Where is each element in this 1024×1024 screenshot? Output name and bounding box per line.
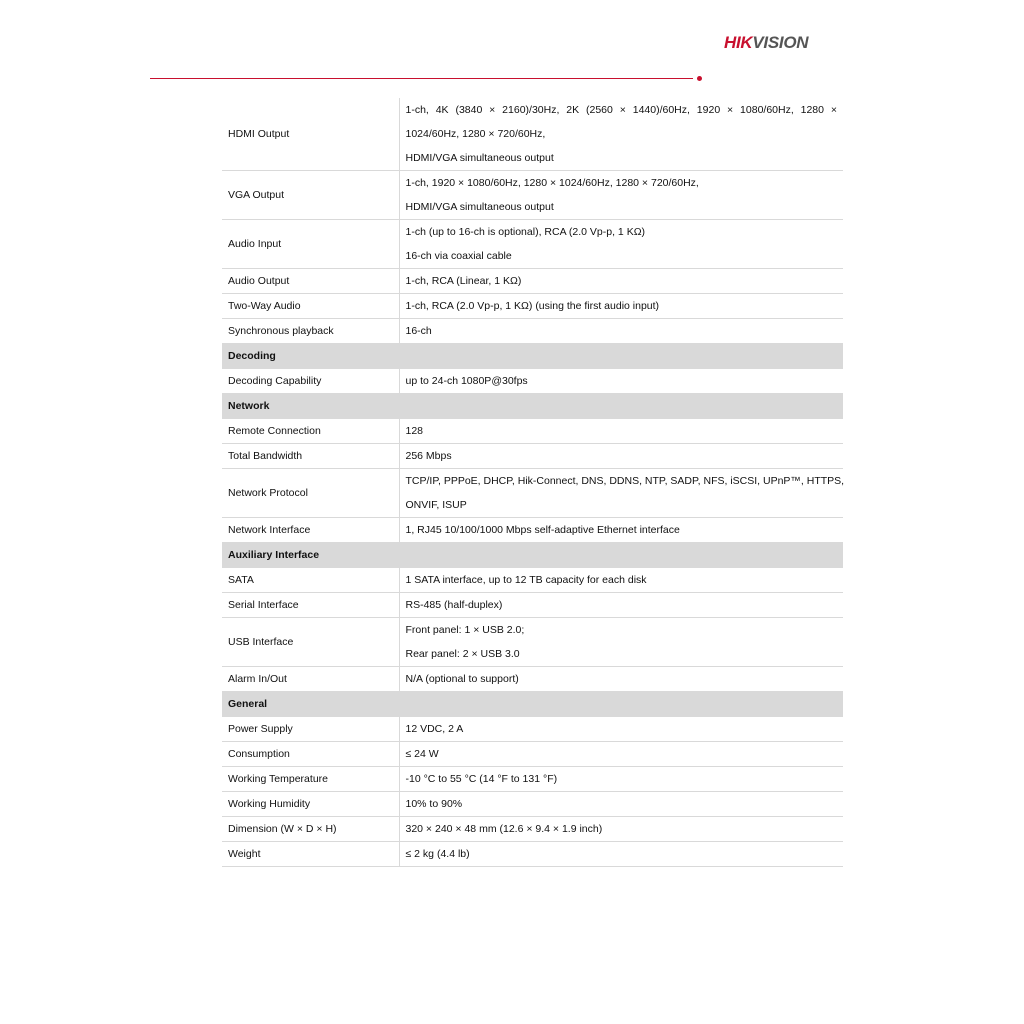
spec-value: [399, 568, 843, 593]
spec-label: Alarm In/Out: [222, 667, 399, 692]
table-row: [222, 518, 843, 543]
spec-label: Network Protocol: [222, 469, 399, 518]
spec-value-line: 1 SATA interface, up to 12 TB capacity for each disk: [405, 574, 647, 586]
spec-value-line: ≤ 24 W: [405, 748, 439, 760]
spec-value-line: 1-ch, 1920 × 1080/60Hz, 1280 × 1024/60Hz, 1280 × 720/60Hz,: [405, 177, 699, 189]
spec-value-line: 1-ch, RCA (2.0 Vp-p, 1 KΩ) (using the first audio input): [405, 300, 660, 312]
spec-value-line: RS-485 (half-duplex): [405, 599, 503, 611]
spec-value-line: ≤ 2 kg (4.4 lb): [405, 848, 470, 860]
spec-value: [399, 618, 843, 667]
spec-value-line: 16-ch: [405, 325, 432, 337]
logo-text-hik: HIK: [724, 33, 753, 52]
spec-label: Consumption: [222, 742, 399, 767]
table-row: [222, 171, 843, 220]
spec-value-line: 16-ch via coaxial cable: [405, 250, 512, 262]
section-header-row: [222, 692, 843, 717]
spec-value-line: Rear panel: 2 × USB 3.0: [405, 648, 520, 660]
spec-value: [399, 269, 843, 294]
spec-label: Serial Interface: [222, 593, 399, 618]
spec-label: Synchronous playback: [222, 319, 399, 344]
spec-value-line: 128: [405, 425, 424, 437]
spec-value: [399, 444, 843, 469]
spec-value: [399, 171, 843, 220]
spec-value-line: up to 24-ch 1080P@30fps: [405, 375, 528, 387]
spec-label: Remote Connection: [222, 419, 399, 444]
spec-value: [399, 667, 843, 692]
spec-label: Decoding Capability: [222, 369, 399, 394]
logo-text-vision: VISION: [752, 33, 809, 52]
spec-label: SATA: [222, 568, 399, 593]
spec-value: [399, 842, 843, 867]
section-header-row: [222, 543, 843, 568]
spec-value-line: 1024/60Hz, 1280 × 720/60Hz,: [405, 128, 546, 140]
spec-label: USB Interface: [222, 618, 399, 667]
specification-table: [222, 98, 843, 867]
table-row: [222, 319, 843, 344]
table-row: [222, 269, 843, 294]
spec-value: [399, 319, 843, 344]
section-header-row: [222, 394, 843, 419]
table-row: [222, 742, 843, 767]
header-divider-dot: [697, 76, 702, 81]
section-header: Decoding: [222, 344, 843, 369]
header-divider-line: [150, 78, 693, 79]
spec-label: VGA Output: [222, 171, 399, 220]
spec-value: [399, 593, 843, 618]
table-row: [222, 469, 843, 518]
table-row: [222, 220, 843, 269]
spec-value: [399, 717, 843, 742]
table-row: [222, 593, 843, 618]
table-row: [222, 767, 843, 792]
spec-label: Audio Output: [222, 269, 399, 294]
table-row: [222, 618, 843, 667]
table-row: [222, 842, 843, 867]
spec-label: Audio Input: [222, 220, 399, 269]
spec-label: HDMI Output: [222, 98, 399, 171]
spec-value-line: 320 × 240 × 48 mm (12.6 × 9.4 × 1.9 inch): [405, 823, 603, 835]
table-row: [222, 717, 843, 742]
spec-value: [399, 294, 843, 319]
table-row: [222, 294, 843, 319]
spec-value: [399, 792, 843, 817]
table-row: [222, 817, 843, 842]
table-row: [222, 369, 843, 394]
spec-label: Two-Way Audio: [222, 294, 399, 319]
spec-label: Working Temperature: [222, 767, 399, 792]
table-row: [222, 792, 843, 817]
spec-value-line: 1-ch (up to 16-ch is optional), RCA (2.0 Vp-p, 1 KΩ): [405, 226, 646, 238]
section-header-row: [222, 344, 843, 369]
spec-value-line: 1-ch, 4K (3840 × 2160)/30Hz, 2K (2560 × 1440)/60Hz, 1920 × 1080/60Hz, 1280 ×: [405, 104, 837, 116]
spec-value-line: -10 °C to 55 °C (14 °F to 131 °F): [405, 773, 558, 785]
table-row: [222, 444, 843, 469]
spec-value: [399, 469, 843, 518]
spec-value: [399, 817, 843, 842]
table-row: [222, 667, 843, 692]
spec-value-line: 256 Mbps: [405, 450, 452, 462]
spec-value: [399, 98, 843, 171]
spec-value-line: 1-ch, RCA (Linear, 1 KΩ): [405, 275, 522, 287]
spec-value-line: 10% to 90%: [405, 798, 463, 810]
table-row: [222, 98, 843, 171]
spec-value: [399, 419, 843, 444]
spec-value-line: 1, RJ45 10/100/1000 Mbps self-adaptive Ethernet interface: [405, 524, 680, 536]
specification-table-body: [222, 98, 843, 867]
section-header: General: [222, 692, 843, 717]
spec-value: [399, 518, 843, 543]
section-header: Auxiliary Interface: [222, 543, 843, 568]
spec-value-line: ONVIF, ISUP: [405, 499, 467, 511]
spec-value: [399, 220, 843, 269]
table-row: [222, 568, 843, 593]
spec-label: Total Bandwidth: [222, 444, 399, 469]
spec-label: Working Humidity: [222, 792, 399, 817]
spec-label: Power Supply: [222, 717, 399, 742]
spec-value: [399, 742, 843, 767]
spec-value-line: HDMI/VGA simultaneous output: [405, 201, 554, 213]
spec-value: [399, 767, 843, 792]
spec-value-line: 12 VDC, 2 A: [405, 723, 464, 735]
spec-label: Weight: [222, 842, 399, 867]
spec-value-line: HDMI/VGA simultaneous output: [405, 152, 554, 164]
spec-value-line: N/A (optional to support): [405, 673, 519, 685]
table-row: [222, 419, 843, 444]
spec-value-line: Front panel: 1 × USB 2.0;: [405, 624, 525, 636]
spec-label: Network Interface: [222, 518, 399, 543]
hikvision-logo: [724, 33, 844, 53]
spec-value: [399, 369, 843, 394]
spec-label: Dimension (W × D × H): [222, 817, 399, 842]
section-header: Network: [222, 394, 843, 419]
spec-value-line: TCP/IP, PPPoE, DHCP, Hik-Connect, DNS, DDNS, NTP, SADP, NFS, iSCSI, UPnP™, HTTPS,: [405, 475, 845, 487]
